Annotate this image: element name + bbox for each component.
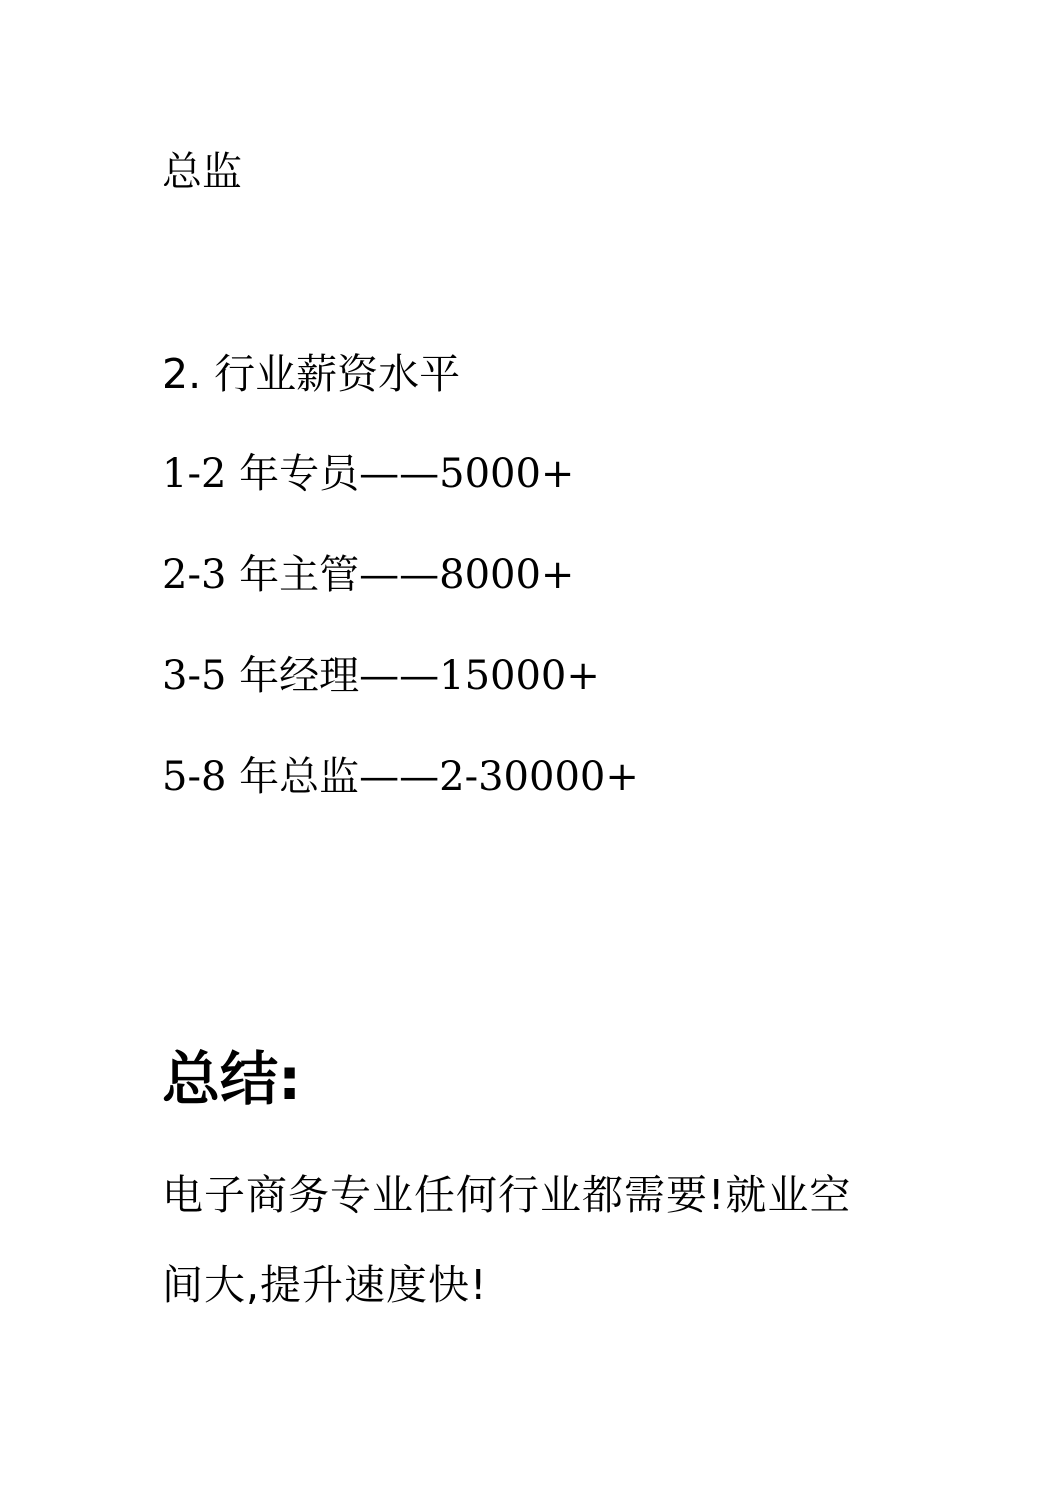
salary-item: 2-3 年主管——8000+ [162, 552, 575, 598]
continued-text: 总监 [162, 149, 242, 195]
summary-body: 电子商务专业任何行业都需要!就业空间大,提升速度快! [162, 1171, 852, 1309]
salary-item: 3-5 年经理——15000+ [162, 653, 600, 699]
salary-item: 1-2 年专员——5000+ [162, 451, 575, 497]
summary-title: 总结: [162, 1045, 302, 1113]
salary-item: 5-8 年总监——2-30000+ [162, 754, 639, 800]
section-heading-salary: 2. 行业薪资水平 [162, 350, 461, 398]
